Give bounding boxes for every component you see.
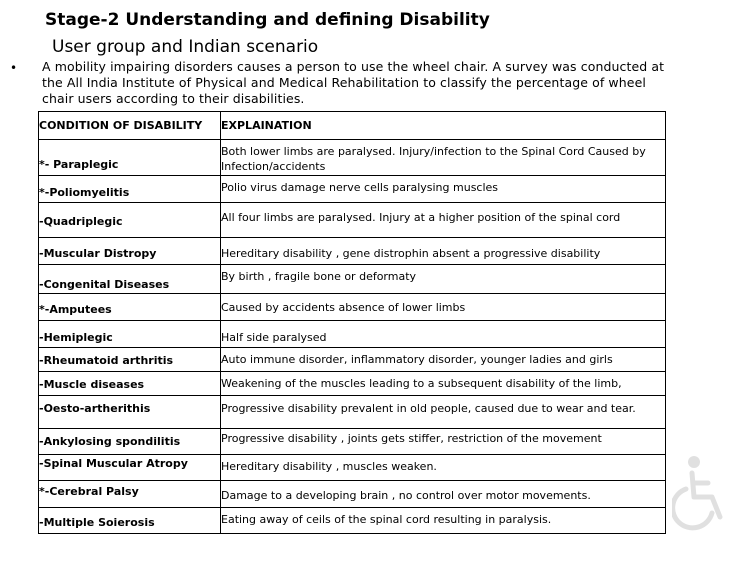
explanation-cell: Weakening of the muscles leading to a subsequent disability of the limb, [221, 372, 666, 396]
slide-title: Stage-2 Understanding and defining Disability [45, 10, 490, 30]
condition-cell: *-Poliomyelitis [39, 176, 221, 203]
disability-table [38, 111, 666, 534]
condition-cell: -Spinal Muscular Atropy [39, 455, 221, 481]
condition-cell: -Ankylosing spondilitis [39, 429, 221, 455]
condition-cell: -Multiple Soierosis [39, 508, 221, 534]
header-condition: CONDITION OF DISABILITY [39, 112, 221, 140]
table-row [39, 265, 666, 294]
table-header-row [39, 112, 666, 140]
condition-cell: -Congenital Diseases [39, 265, 221, 294]
condition-cell: -Hemiplegic [39, 321, 221, 348]
condition-cell: *-Cerebral Palsy [39, 481, 221, 508]
explanation-cell: Progressive disability prevalent in old people, caused due to wear and tear. [221, 396, 666, 429]
table-row [39, 348, 666, 372]
explanation-cell: All four limbs are paralysed. Injury at a higher position of the spinal cord [221, 203, 666, 238]
condition-cell: -Oesto-artherithis [39, 396, 221, 429]
explanation-cell: By birth , fragile bone or deformaty [221, 265, 666, 294]
explanation-cell: Damage to a developing brain , no control over motor movements. [221, 481, 666, 508]
table-row [39, 508, 666, 534]
table-row [39, 321, 666, 348]
condition-cell: -Muscular Distropy [39, 238, 221, 265]
table-row [39, 176, 666, 203]
explanation-cell: Eating away of ceils of the spinal cord resulting in paralysis. [221, 508, 666, 534]
wheelchair-icon [672, 453, 732, 531]
explanation-cell: Polio virus damage nerve cells paralysing muscles [221, 176, 666, 203]
table-row [39, 396, 666, 429]
condition-cell: *-Amputees [39, 294, 221, 321]
intro-paragraph: A mobility impairing disorders causes a person to use the wheel chair. A survey was conducted at the All India Institute of Physical and Medical Rehabilitation to classify the percentage of wheel chair users according to their disabilities. [42, 59, 665, 106]
explanation-cell: Half side paralysed [221, 321, 666, 348]
explanation-cell: Caused by accidents absence of lower limbs [221, 294, 666, 321]
table-row [39, 238, 666, 265]
table-row [39, 481, 666, 508]
table-row [39, 140, 666, 176]
explanation-cell: Hereditary disability , muscles weaken. [221, 455, 666, 481]
condition-cell: *- Paraplegic [39, 140, 221, 176]
condition-cell: -Rheumatoid arthritis [39, 348, 221, 372]
explanation-cell: Hereditary disability , gene distrophin absent a progressive disability [221, 238, 666, 265]
table-body [39, 140, 666, 534]
table-row [39, 294, 666, 321]
condition-cell: -Muscle diseases [39, 372, 221, 396]
explanation-cell: Both lower limbs are paralysed. Injury/infection to the Spinal Cord Caused by Infection/accidents [221, 140, 666, 176]
explanation-cell: Auto immune disorder, inflammatory disorder, younger ladies and girls [221, 348, 666, 372]
table-row [39, 203, 666, 238]
explanation-cell: Progressive disability , joints gets stiffer, restriction of the movement [221, 429, 666, 455]
condition-cell: -Quadriplegic [39, 203, 221, 238]
table-row [39, 455, 666, 481]
bullet-marker: • [10, 61, 18, 75]
table-row [39, 429, 666, 455]
header-explanation: EXPLAINATION [221, 112, 666, 140]
slide-subtitle: User group and Indian scenario [52, 37, 319, 57]
table-row [39, 372, 666, 396]
